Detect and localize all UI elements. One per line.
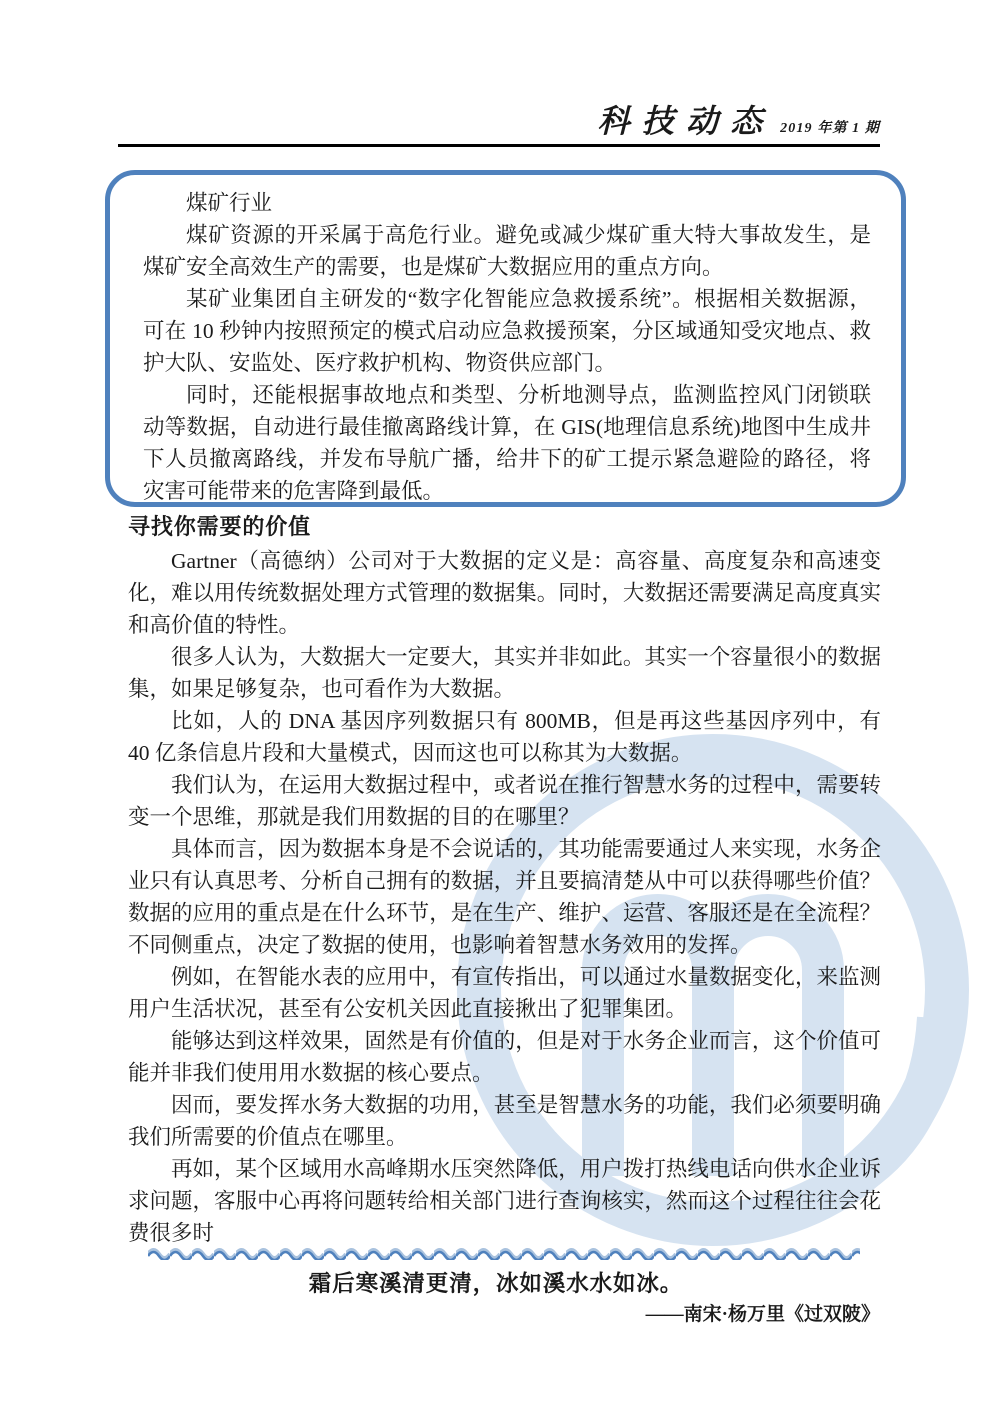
box-title: 煤矿行业 xyxy=(186,191,273,215)
issue-label: 2019 年第 1 期 xyxy=(780,121,880,136)
body-paragraph: 比如，人的 DNA 基因序列数据只有 800MB，但是再这些基因序列中，有 40 亿条信息片段和大量模式，因而这也可以称其为大数据。 xyxy=(128,709,881,765)
body-paragraph: 很多人认为，大数据大一定要大，其实并非如此。其实一个容量很小的数据集，如果足够复杂，也可看作为大数据。 xyxy=(128,645,881,701)
body-paragraph: 因而，要发挥水务大数据的功用，甚至是智慧水务的功能，我们必须要明确我们所需要的价值点在哪里。 xyxy=(128,1093,881,1149)
box-paragraph: 煤矿资源的开采属于高危行业。避免或减少煤矿重大特大事故发生，是煤矿安全高效生产的需要，也是煤矿大数据应用的重点方向。 xyxy=(143,223,871,279)
box-paragraph: 同时，还能根据事故地点和类型、分析地测导点，监测监控风门闭锁联动等数据，自动进行最佳撤离路线计算，在 GIS(地理信息系统)地图中生成井下人员撤离路线，并发布导航广播，给井下的矿工提示紧急避险的路径，将灾害可能带来的危害降到最低。 xyxy=(143,383,871,503)
header-divider xyxy=(118,144,880,147)
body-paragraph: 再如，某个区域用水高峰期水压突然降低，用户拨打热线电话向供水企业诉求问题，客服中心再将问题转给相关部门进行查询核实，然而这个过程往往会花费很多时 xyxy=(128,1157,881,1245)
wave-divider xyxy=(148,1246,860,1265)
highlight-box xyxy=(105,170,906,507)
footer-attribution: ——南宋·杨万里《过双陂》 xyxy=(645,1304,880,1325)
body-paragraph: 例如，在智能水表的应用中，有宣传指出，可以通过水量数据变化，来监测用户生活状况，甚至有公安机关因此直接揪出了犯罪集团。 xyxy=(128,965,881,1021)
box-paragraph: 某矿业集团自主研发的“数字化智能应急救援系统”。根据相关数据源，可在 10 秒钟内按照预定的模式启动应急救援预案，分区域通知受灾地点、救护大队、安监处、医疗救护机构、物资供应部门。 xyxy=(143,287,871,375)
body-text xyxy=(128,545,881,1249)
page-title: 科技动态 xyxy=(597,103,775,139)
body-paragraph: Gartner（高德纳）公司对于大数据的定义是：高容量、高度复杂和高速变化，难以用传统数据处理方式管理的数据集。同时，大数据还需要满足高度真实和高价值的特性。 xyxy=(128,549,881,637)
footer-quote: 霜后寒溪清更清，冰如溪水水如冰。 xyxy=(308,1271,684,1296)
section-heading: 寻找你需要的价值 xyxy=(128,514,312,539)
body-paragraph: 能够达到这样效果，固然是有价值的，但是对于水务企业而言，这个价值可能并非我们使用用水数据的核心要点。 xyxy=(128,1029,881,1085)
body-paragraph: 具体而言，因为数据本身是不会说话的，其功能需要通过人来实现，水务企业只有认真思考、分析自己拥有的数据，并且要搞清楚从中可以获得哪些价值？数据的应用的重点是在什么环节，是在生产、维护、运营、客服还是在全流程？不同侧重点，决定了数据的使用，也影响着智慧水务效用的发挥。 xyxy=(128,837,881,957)
page-header xyxy=(118,96,880,142)
body-paragraph: 我们认为，在运用大数据过程中，或者说在推行智慧水务的过程中，需要转变一个思维，那就是我们用数据的目的在哪里？ xyxy=(128,773,881,829)
